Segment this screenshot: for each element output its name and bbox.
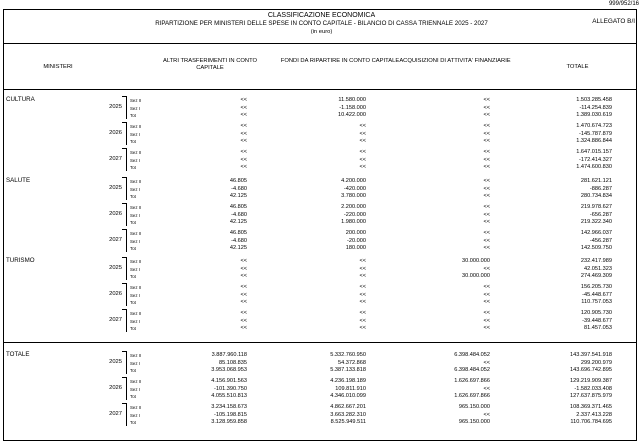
table-cell: 5.332.760.950 — [330, 352, 366, 358]
table-cell: 2.200.000 — [341, 204, 366, 210]
totale-separator — [4, 342, 636, 343]
header-bottom-rule — [4, 89, 636, 90]
year-bracket — [126, 229, 127, 252]
row-label: Sez II — [130, 311, 142, 316]
year-bracket-tick — [122, 351, 126, 352]
table-cell: 219.978.627 — [580, 204, 612, 210]
table-cell: 3.663.282.310 — [330, 411, 366, 418]
table-cell: 1.324.886.844 — [576, 138, 612, 145]
year-label: 2026 — [109, 130, 122, 137]
table-cell: 42.125 — [229, 219, 247, 226]
year-label: 2025 — [109, 104, 122, 111]
year-label: 2026 — [109, 211, 122, 218]
document-code: 999/952/16 — [608, 1, 639, 7]
row-label: Tot — [130, 274, 136, 280]
year-label: 2027 — [109, 411, 122, 418]
table-cell: 3.953.068.953 — [211, 367, 247, 374]
table-cell: 4.862.667.201 — [330, 404, 366, 410]
table-cell: << — [483, 317, 490, 324]
table-cell: -172.414.327 — [579, 156, 612, 163]
table-cell: 3.128.959.858 — [211, 419, 247, 426]
table-cell: << — [240, 325, 247, 332]
table-cell: << — [240, 299, 247, 306]
header-top-rule — [4, 43, 636, 44]
table-cell: << — [240, 284, 247, 290]
table-cell: 3.780.000 — [341, 193, 366, 200]
table-cell: -39.448.677 — [582, 317, 612, 324]
table-cell: << — [483, 265, 490, 272]
table-cell: 127.637.875.979 — [570, 393, 612, 400]
unit-label: (in euro) — [310, 29, 333, 35]
table-cell: << — [483, 219, 490, 226]
table-cell: << — [240, 258, 247, 264]
table-cell: -4.680 — [231, 211, 247, 218]
table-cell: -45.448.677 — [582, 291, 612, 298]
row-label: Sez II — [130, 285, 142, 290]
table-cell: -20.000 — [347, 237, 366, 244]
table-cell: << — [483, 178, 490, 184]
table-cell: 81.457.053 — [584, 325, 612, 332]
table-cell: 143.696.742.895 — [570, 367, 612, 374]
year-bracket — [126, 122, 127, 145]
year-bracket-tick — [122, 177, 126, 178]
row-label: Tot — [130, 300, 136, 306]
table-cell: 280.734.834 — [580, 193, 612, 200]
table-cell: 110.757.053 — [581, 299, 612, 306]
table-cell: << — [483, 149, 490, 155]
table-cell: << — [483, 123, 490, 129]
table-cell: << — [240, 265, 247, 272]
table-cell: 129.219.909.387 — [570, 378, 612, 384]
year-bracket-tick — [122, 229, 126, 230]
table-cell: << — [483, 130, 490, 137]
section-label: CULTURA — [6, 96, 35, 103]
table-cell: << — [359, 138, 366, 145]
table-cell: << — [359, 325, 366, 332]
row-label: Tot — [130, 139, 136, 145]
table-cell: 3.887.960.118 — [211, 352, 247, 358]
row-label: Tot — [130, 326, 136, 332]
table-cell: -456.287 — [589, 237, 612, 244]
table-cell: -4.680 — [231, 185, 247, 192]
table-cell: 274.469.309 — [580, 273, 612, 280]
table-cell: 11.580.000 — [338, 97, 366, 103]
table-cell: -420.000 — [343, 185, 366, 192]
table-cell: << — [483, 104, 490, 111]
year-label: 2027 — [109, 237, 122, 244]
row-label: Sez II — [130, 150, 142, 155]
table-cell: << — [483, 193, 490, 200]
table-cell: << — [483, 385, 490, 392]
table-cell: << — [240, 164, 247, 171]
col-header-ministeri: MINISTERI — [43, 64, 73, 70]
row-label: Tot — [130, 165, 136, 171]
year-bracket-tick — [122, 257, 126, 258]
table-cell: << — [240, 112, 247, 119]
row-label: Tot — [130, 220, 136, 226]
row-label: Sez I — [130, 131, 141, 137]
table-cell: << — [483, 325, 490, 332]
row-label: Sez II — [130, 124, 142, 129]
page-subtitle: RIPARTIZIONE PER MINISTERI DELLE SPESE IN CONTO CAPITALE - BILANCIO DI CASSA TRIENNALE 2025 - 2027 — [155, 20, 488, 27]
table-cell: << — [359, 317, 366, 324]
table-cell: 6.398.484.052 — [454, 352, 490, 358]
table-cell: << — [240, 97, 247, 103]
row-label: Sez II — [130, 98, 142, 103]
table-cell: 42.125 — [229, 193, 247, 200]
row-label: Sez I — [130, 266, 141, 272]
table-cell: << — [240, 149, 247, 155]
year-bracket — [126, 257, 127, 280]
table-cell: 143.397.541.918 — [570, 352, 612, 358]
table-cell: -114.254.839 — [579, 104, 612, 111]
table-cell: 219.322.340 — [580, 219, 612, 226]
table-cell: << — [483, 211, 490, 218]
table-cell: 2.337.413.228 — [576, 411, 612, 418]
table-cell: 299.200.979 — [580, 359, 612, 366]
table-cell: 142.966.037 — [580, 230, 612, 236]
table-cell: -101.390.750 — [214, 385, 247, 392]
table-cell: << — [483, 185, 490, 192]
table-cell: -105.198.815 — [214, 411, 247, 418]
row-label: Sez I — [130, 157, 141, 163]
row-label: Sez I — [130, 238, 141, 244]
row-label: Sez I — [130, 360, 141, 366]
year-label: 2026 — [109, 291, 122, 298]
table-cell: << — [240, 156, 247, 163]
table-cell: << — [240, 310, 247, 316]
table-cell: 42.125 — [229, 245, 247, 252]
year-bracket — [126, 351, 127, 374]
row-label: Sez I — [130, 292, 141, 298]
table-cell: << — [483, 284, 490, 290]
table-cell: 1.626.697.866 — [454, 378, 490, 384]
row-label: Sez I — [130, 386, 141, 392]
year-bracket-tick — [122, 403, 126, 404]
table-cell: 46.805 — [229, 178, 247, 184]
year-label: 2027 — [109, 156, 122, 163]
table-cell: << — [359, 156, 366, 163]
year-bracket — [126, 148, 127, 171]
table-cell: 42.051.323 — [584, 265, 612, 272]
table-cell: 1.980.000 — [341, 219, 366, 226]
row-label: Sez II — [130, 205, 142, 210]
table-cell: 8.525.949.511 — [330, 419, 366, 426]
table-cell: << — [483, 138, 490, 145]
year-bracket — [126, 309, 127, 332]
table-cell: << — [359, 258, 366, 264]
table-cell: << — [483, 97, 490, 103]
table-cell: << — [359, 130, 366, 137]
table-cell: 1.626.697.866 — [454, 393, 490, 400]
year-bracket — [126, 283, 127, 306]
table-cell: << — [483, 164, 490, 171]
table-cell: 110.706.784.695 — [570, 419, 612, 426]
table-cell: << — [240, 138, 247, 145]
table-cell: << — [483, 411, 490, 418]
table-cell: << — [359, 291, 366, 298]
row-label: Sez II — [130, 259, 142, 264]
table-cell: 1.474.600.830 — [576, 164, 612, 171]
table-cell: << — [483, 112, 490, 119]
table-cell: 156.205.730 — [580, 284, 612, 290]
table-cell: << — [483, 359, 490, 366]
year-bracket-tick — [122, 309, 126, 310]
year-label: 2025 — [109, 185, 122, 192]
table-cell: << — [359, 310, 366, 316]
year-bracket — [126, 377, 127, 400]
table-cell: -220.000 — [343, 211, 366, 218]
table-cell: 54.372.868 — [338, 359, 366, 366]
row-label: Sez I — [130, 212, 141, 218]
row-label: Sez I — [130, 318, 141, 324]
table-cell: 1.470.674.723 — [576, 123, 612, 129]
table-cell: << — [240, 130, 247, 137]
row-label: Sez I — [130, 186, 141, 192]
year-bracket-tick — [122, 203, 126, 204]
table-cell: << — [240, 273, 247, 280]
row-label: Tot — [130, 394, 136, 400]
table-cell: << — [359, 164, 366, 171]
table-cell: << — [359, 265, 366, 272]
table-cell: << — [359, 284, 366, 290]
table-cell: 4.346.010.099 — [330, 393, 366, 400]
year-bracket-tick — [122, 122, 126, 123]
table-cell: -886.287 — [589, 185, 612, 192]
table-cell: 232.417.989 — [580, 258, 612, 264]
table-cell: 109.811.910 — [335, 385, 366, 392]
row-label: Tot — [130, 246, 136, 252]
table-cell: 142.509.750 — [580, 245, 612, 252]
year-bracket — [126, 177, 127, 200]
table-cell: -656.287 — [589, 211, 612, 218]
table-cell: 85.108.835 — [219, 359, 247, 366]
table-cell: 4.236.198.189 — [330, 378, 366, 384]
page-title: CLASSIFICAZIONE ECONOMICA — [267, 12, 376, 19]
table-cell: << — [240, 291, 247, 298]
table-cell: 4.055.510.813 — [211, 393, 247, 400]
table-cell: 120.905.730 — [580, 310, 612, 316]
year-bracket-tick — [122, 96, 126, 97]
col-header-acquisizioni: ACQUISIZIONI DI ATTIVITA' FINANZIARIE — [399, 58, 511, 64]
table-cell: 30.000.000 — [462, 258, 490, 264]
row-label: Sez I — [130, 412, 141, 418]
section-label: TURISMO — [6, 257, 35, 264]
table-cell: << — [359, 123, 366, 129]
table-cell: 10.422.000 — [338, 112, 366, 119]
year-bracket-tick — [122, 377, 126, 378]
section-label: TOTALE — [6, 351, 30, 358]
col-header-fondi-da-ripartire: FONDI DA RIPARTIRE IN CONTO CAPITALE — [280, 58, 400, 64]
row-label: Tot — [130, 113, 136, 119]
table-cell: << — [359, 273, 366, 280]
row-label: Sez II — [130, 231, 142, 236]
table-cell: 965.150.000 — [458, 419, 490, 426]
table-cell: << — [483, 299, 490, 306]
table-cell: << — [483, 291, 490, 298]
table-cell: 46.805 — [229, 204, 247, 210]
table-cell: << — [483, 204, 490, 210]
table-cell: << — [483, 245, 490, 252]
table-cell: 46.805 — [229, 230, 247, 236]
table-cell: << — [359, 299, 366, 306]
year-bracket — [126, 403, 127, 426]
row-label: Tot — [130, 368, 136, 374]
row-label: Sez II — [130, 179, 142, 184]
col-header-totale: TOTALE — [566, 64, 589, 70]
table-cell: 1.503.285.458 — [576, 97, 612, 103]
table-cell: 1.389.030.619 — [576, 112, 612, 119]
table-cell: -1.582.033.408 — [574, 385, 612, 392]
table-cell: 965.150.000 — [458, 404, 490, 410]
table-cell: 30.000.000 — [462, 273, 490, 280]
row-label: Tot — [130, 420, 136, 426]
table-cell: -145.787.879 — [579, 130, 612, 137]
year-bracket — [126, 203, 127, 226]
table-cell: << — [240, 104, 247, 111]
table-cell: 4.200.000 — [341, 178, 366, 184]
row-label: Sez II — [130, 353, 142, 358]
year-bracket-tick — [122, 283, 126, 284]
year-label: 2026 — [109, 385, 122, 392]
year-bracket-tick — [122, 148, 126, 149]
table-cell: 6.398.484.052 — [454, 367, 490, 374]
year-label: 2025 — [109, 359, 122, 366]
table-cell: -1.158.000 — [339, 104, 366, 111]
table-cell: << — [240, 123, 247, 129]
table-cell: 4.156.901.563 — [211, 378, 247, 384]
row-label: Sez I — [130, 105, 141, 111]
table-cell: << — [483, 310, 490, 316]
table-frame — [3, 9, 637, 441]
row-label: Tot — [130, 194, 136, 200]
section-label: SALUTE — [6, 177, 31, 184]
table-cell: << — [483, 156, 490, 163]
year-label: 2027 — [109, 317, 122, 324]
table-cell: << — [483, 230, 490, 236]
row-label: Sez II — [130, 379, 142, 384]
table-cell: 281.621.121 — [580, 178, 612, 184]
year-bracket — [126, 96, 127, 119]
table-cell: << — [483, 237, 490, 244]
table-cell: 180.000 — [345, 245, 366, 252]
table-cell: 108.369.371.465 — [570, 404, 612, 410]
table-cell: -4.680 — [231, 237, 247, 244]
table-cell: << — [359, 149, 366, 155]
table-cell: << — [240, 317, 247, 324]
col-header-altri-trasferimenti: ALTRI TRASFERIMENTI IN CONTO CAPITALE — [162, 58, 258, 71]
row-label: Sez II — [130, 405, 142, 410]
table-cell: 3.234.158.673 — [211, 404, 247, 410]
allegato-label: ALLEGATO B/I — [592, 18, 635, 25]
table-cell: 1.647.015.157 — [576, 149, 612, 155]
table-cell: 200.000 — [345, 230, 366, 236]
year-label: 2025 — [109, 265, 122, 272]
table-cell: 5.387.133.818 — [330, 367, 366, 374]
